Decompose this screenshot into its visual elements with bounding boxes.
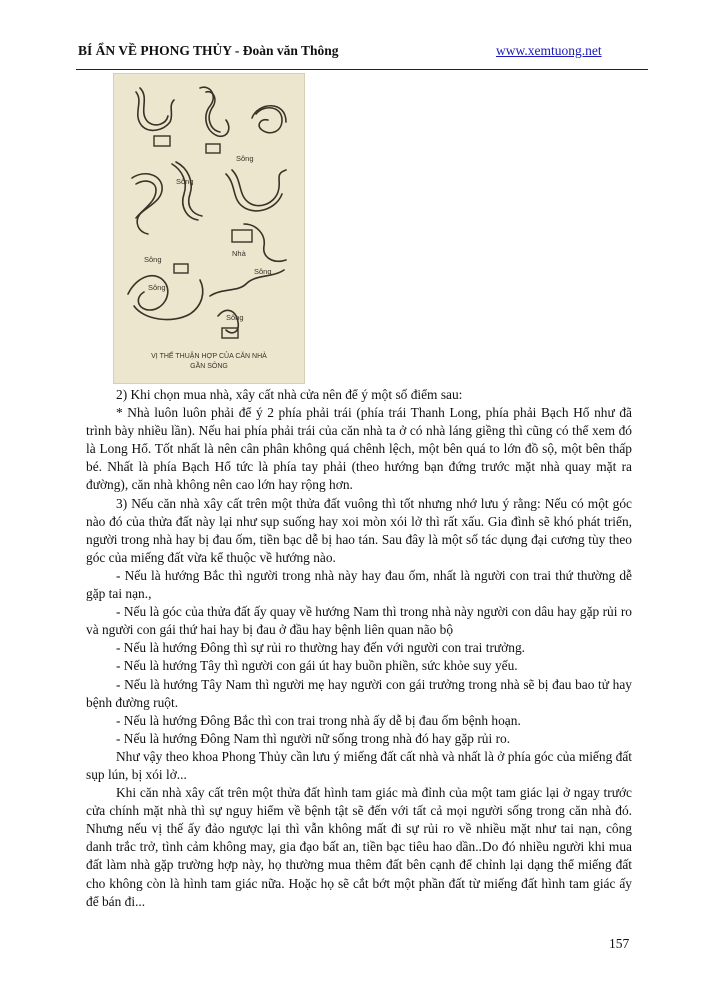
figure-label-river: Sông	[148, 283, 166, 292]
figure-label-river: Sông	[144, 255, 162, 264]
river-stroke	[140, 88, 168, 125]
house-shape	[154, 136, 170, 146]
figure-label-river: Sông	[254, 267, 272, 276]
house-shape	[232, 230, 252, 242]
figure-label-river: Sông	[236, 154, 254, 163]
figure-label-river: Sông	[226, 313, 244, 322]
paragraph: - Nếu là hướng Tây Nam thì người mẹ hay người con gái trưởng trong nhà sẽ bị đau bao tử hay bệnh đường ruột.	[86, 676, 632, 710]
paragraph: 2) Khi chọn mua nhà, xây cất nhà cửa nên để ý một số điểm sau:	[116, 387, 463, 402]
river-stroke	[256, 108, 282, 133]
paragraph: 3) Nếu căn nhà xây cất trên một thửa đất vuông thì tốt nhưng nhớ lưu ý rằng: Nếu có một góc nào đó của thửa đất này lại như sụp suống hay xoi mòn xói lở thì rất xấu. Gia đình sẽ khó phát triển, người trong nhà hay bị đau ốm, tiền bạc dễ bị hao tán. Sau đây là một số tác dụng đại cương tùy theo góc của miếng đất vừa kể thuộc về hướng nào.	[86, 495, 632, 565]
book-title: BÍ ẨN VỀ PHONG THỦY - Đoàn văn Thông	[78, 43, 339, 58]
paragraph: - Nếu là hướng Tây thì người con gái út hay buồn phiền, sức khỏe suy yếu.	[116, 658, 518, 674]
river-house-illustration	[113, 73, 305, 384]
paragraph: - Nếu là hướng Bắc thì người trong nhà này hay đau ốm, nhất là người con trai thứ thường dễ gặp tai nạn.,	[86, 567, 632, 602]
figure-caption: GẦN SÔNG	[190, 363, 228, 370]
paragraph: - Nếu là hướng Đông Bắc thì con trai trong nhà ấy dễ bị đau ốm bệnh hoạn.	[116, 712, 521, 728]
paragraph: Như vậy theo khoa Phong Thủy cần lưu ý miếng đất cất nhà và nhất là ở phía góc của miếng đất sụp lún, bị xói lở...	[86, 748, 632, 782]
paragraph: - Nếu là hướng Đông thì sự rủi ro thường hay đến với người con trai trưởng.	[116, 640, 526, 656]
paragraph: Khi căn nhà xây cất trên một thửa đất hình tam giác mà đỉnh của một tam giác lại ở ngay trước cửa chính mặt nhà thì sự nguy hiểm về bệnh tật sẽ đến với tất cả mọi người sống trong căn nhà đó. Nhưng nếu vị thế ấy đảo ngược lại thì vẫn không mất đi sự rủi ro về nhiều mặt như tai nạn, công danh trắc trở, tình cảm không may, gia đạo bất an, tiền bạc tiêu hao dần..Do đó nhiều người khi mua đất làm nhà gặp trường hợp này, họ thường mua thêm đất bên cạnh để chỉnh lại dạng thể miếng đất cho không còn là hình tam giác nữa. Hoặc họ sẽ cắt bớt một phần đất từ miếng đất hình tam giác ấy để bán đi...	[86, 785, 632, 909]
website-link[interactable]: www.xemtuong.net	[496, 43, 602, 58]
page-header	[78, 40, 648, 70]
paragraph: - Nếu là góc của thửa đất ấy quay về hướng Nam thì trong nhà này người con dâu hay gặp rủi ro và người con gái thứ hai hay bị đau ở đầu hay bệnh liên quan não bộ	[86, 604, 632, 638]
header-rule	[76, 69, 648, 70]
figure-caption: VỊ THẾ THUẬN HỢP CỦA CĂN NHÀ	[151, 353, 267, 360]
river-stroke	[210, 270, 284, 296]
house-shape	[206, 144, 220, 153]
paragraph: - Nếu là hướng Đông Nam thì người nữ sống trong nhà đó hay gặp rủi ro.	[116, 730, 511, 746]
river-stroke	[128, 276, 168, 310]
figure-label-house: Nhà	[232, 249, 246, 258]
house-shape	[174, 264, 188, 273]
river-stroke	[134, 280, 203, 320]
paragraph: * Nhà luôn luôn phải để ý 2 phía phải trái (phía trái Thanh Long, phía phải Bạch Hổ như đã trình bày nhiều lần). Nếu hai phía phải trái của căn nhà ta ở có nhà láng giềng thì cũng có thể xem đó là Long Hổ. Tốt nhất là nên cân phân không quá chênh lệch, một bên quá to lớn đồ sộ, một bên thấp bé. Nhất là phía Bạch Hổ tức là phía tay phải (theo hướng bạn đứng trước mặt nhà quay mặt ra đường), căn nhà không nên cao lớn hay rộng hơn.	[86, 405, 632, 493]
river-sketch	[114, 74, 304, 383]
article-body	[86, 386, 632, 911]
figure-label-river: Sông	[176, 177, 194, 186]
page-number: 157	[609, 936, 630, 951]
river-stroke	[136, 181, 156, 218]
